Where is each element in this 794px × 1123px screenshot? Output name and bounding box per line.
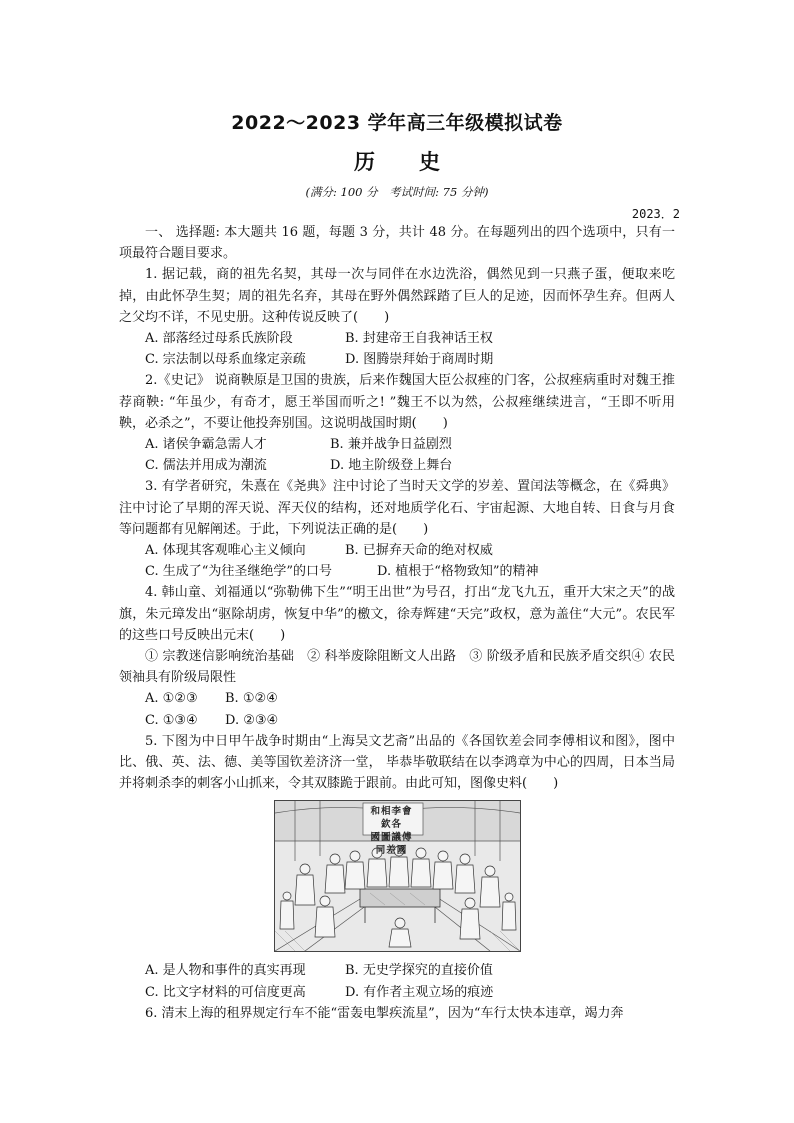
q1-option-c[interactable]: C. 宗法制以母系血缘定亲疏	[145, 352, 306, 368]
q5-option-c[interactable]: C. 比文字材料的可信度更高	[145, 984, 306, 1000]
q1-option-b[interactable]: B. 封建帝王自我神话王权	[345, 331, 493, 347]
question-2-options-cd	[119, 455, 675, 476]
q3-option-d[interactable]: D. 植根于“格物致知”的精神	[377, 564, 539, 580]
question-4-options-cd	[119, 710, 675, 731]
subject-title	[0, 146, 794, 176]
illustration-caption: 和相李會欽各 國圖議傅同差國	[370, 806, 413, 857]
question-4-statements: ① 宗教迷信影响统治基础 ② 科举废除阻断文人出路 ③ 阶级矛盾和民族矛盾交织④ 农民领袖具有阶级局限性	[119, 649, 675, 686]
q2-option-a[interactable]: A. 诸侯争霸急需人才	[145, 437, 267, 453]
q4-option-b[interactable]: B. ①②④	[225, 691, 278, 707]
question-4-options-ab	[119, 688, 675, 709]
question-3-options-ab	[119, 540, 675, 561]
q1-option-a[interactable]: A. 部落经过母系氏族阶段	[145, 331, 293, 347]
exam-date: 2023．2	[631, 207, 680, 221]
q2-option-d[interactable]: D. 地主阶级登上舞台	[330, 458, 453, 474]
exam-title: 2022～2023 学年高三年级模拟试卷	[231, 112, 563, 134]
question-1-options-cd	[119, 349, 675, 370]
question-1-options-ab	[119, 328, 675, 349]
question-4-stem: 4. 韩山童、刘福通以“弥勒佛下生”“明王出世”为号召，打出“龙飞九五，重开大宋之天”的战旗，朱元璋发出“驱除胡虏，恢复中华”的檄文，徐寿辉建“天完”政权，意为盖住“大元”。农民军的这些口号反映出元末( )	[119, 585, 675, 643]
q5-option-d[interactable]: D. 有作者主观立场的痕迹	[345, 984, 494, 1000]
q3-option-a[interactable]: A. 体现其客观唯心主义倾向	[145, 543, 306, 559]
q3-option-b[interactable]: B. 已摒弃天命的绝对权威	[345, 543, 493, 559]
question-5-options-cd	[119, 982, 675, 1003]
exam-info: (满分: 100 分 考试时间: 75 分钟)	[305, 185, 489, 199]
q1-option-d[interactable]: D. 图腾崇拜始于商周时期	[345, 352, 494, 368]
question-5-stem: 5. 下图为中日甲午战争时期由“上海吴文艺斋”出品的《各国钦差会同李傅相议和图》，图中比、俄、英、法、德、美等国钦差济济一堂， 毕恭毕敬联结在以李鸿章为中心的四周，日本当局并将刺杀李的刺客小山抓来，令其双膝跪于跟前。由此可知，图像史料( )	[119, 733, 675, 792]
q4-option-a[interactable]: A. ①②③	[145, 691, 198, 707]
question-1-stem: 1. 据记载，商的祖先名契，其母一次与同伴在水边洗浴，偶然见到一只燕子蛋，便取来吃掉，由此怀孕生契；周的祖先名弃，其母在野外偶然踩踏了巨人的足迹，因而怀孕生弃。但两人之父均不详，不见史册。这种传说反映了( )	[119, 267, 675, 325]
question-3-options-cd	[119, 561, 675, 582]
q4-option-d[interactable]: D. ②③④	[225, 712, 279, 728]
historical-illustration	[274, 800, 521, 952]
section-intro: 一、 选择题: 本大题共 16 题，每题 3 分，共计 48 分。在每题列出的四个选项中，只有一项最符合题目要求。	[119, 225, 675, 262]
q5-option-a[interactable]: A. 是人物和事件的真实再现	[145, 963, 306, 979]
q3-option-c[interactable]: C. 生成了“为往圣继绝学”的口号	[145, 564, 333, 580]
question-3-stem: 3. 有学者研究，朱熹在《尧典》注中讨论了当时天文学的岁差、置闰法等概念，在《舜典》注中讨论了早期的浑天说、浑天仪的结构，还对地质学化石、宇宙起源、大地自转、日食与月食等问题都有见解阐述。于此，下列说法正确的是( )	[119, 479, 675, 537]
subject-char-2: 史	[419, 150, 440, 174]
question-6-stem: 6. 清末上海的租界规定行车不能“雷轰电掣疾流星”，因为“车行太快本违章，竭力奔	[145, 1005, 624, 1021]
q2-option-b[interactable]: B. 兼并战争日益剧烈	[330, 437, 452, 453]
question-5-options-ab	[119, 960, 675, 981]
question-2-stem: 2.《史记》 说商鞅原是卫国的贵族，后来作魏国大臣公叔痤的门客，公叔痤病重时对魏王推荐商鞅: “年虽少，有奇才，愿王举国而听之! ”魏王不以为然，公叔痤继续进言，“王即不听用鞅，必杀之”，不要让他投奔别国。这说明战国时期( )	[119, 373, 675, 431]
question-2-options-ab	[119, 434, 675, 455]
q2-option-c[interactable]: C. 儒法并用成为潮流	[145, 458, 267, 474]
q5-option-b[interactable]: B. 无史学探究的直接价值	[345, 963, 493, 979]
subject-char-1: 历	[354, 150, 375, 174]
q4-option-c[interactable]: C. ①③④	[145, 712, 198, 728]
exam-content	[119, 222, 675, 1024]
